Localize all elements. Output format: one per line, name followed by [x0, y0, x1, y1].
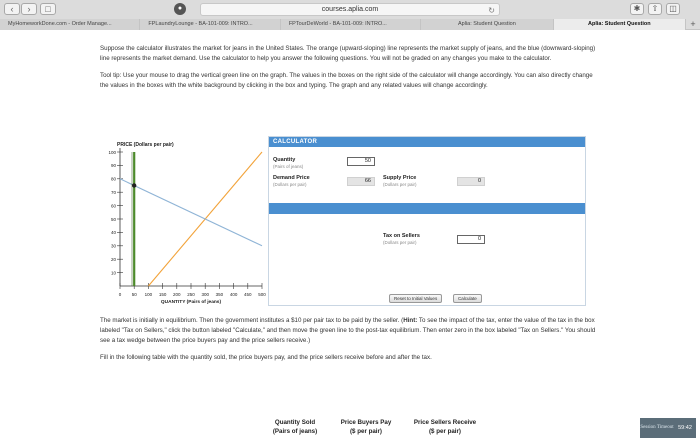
intersection-marker: [132, 183, 136, 187]
tabs-overview-icon[interactable]: ◫: [666, 3, 680, 15]
x-tick-label: 500: [258, 292, 266, 297]
reload-icon[interactable]: ↻: [488, 6, 495, 15]
tab-4-active[interactable]: Aplia: Student Question: [554, 19, 686, 30]
reset-button[interactable]: Reset to Initial Values: [389, 294, 442, 303]
share-icon[interactable]: ⇧: [648, 3, 662, 15]
table-header-buyers-line1: Price Buyers Pay: [340, 419, 392, 426]
y-tick-label: 40: [110, 230, 116, 236]
tab-bar: [0, 19, 700, 30]
table-header-quantity-line1: Quantity Sold: [274, 419, 316, 426]
x-tick-label: 450: [244, 292, 252, 297]
quantity-sub: (Pairs of jeans): [273, 163, 304, 169]
y-tick-label: 70: [110, 190, 116, 195]
intro-paragraph: Suppose the calculator illustrates the market for jeans in the United States. The orange (upward-sloping) line represents the market supply of jeans, and the blue (downward-sloping) line represents the market demand. Use the calculator to help you answer the following questions. You will not be graded on any changes you make to the calculator.: [100, 45, 596, 62]
table-header-quantity-line2: (Pairs of jeans): [272, 428, 318, 435]
demand-price-label: Demand Price: [273, 175, 310, 181]
x-tick-label: 100: [144, 292, 153, 297]
x-tick-label: 0: [118, 292, 122, 297]
y-tick-label: 60: [110, 203, 116, 209]
demand-price-value: 66: [347, 177, 375, 186]
tab-1[interactable]: FPLaundryLounge - BA-101-009: INTRO...: [140, 19, 280, 30]
tooltip-paragraph: Tool tip: Use your mouse to drag the vertical green line on the graph. The values in the boxes on the right side of the calculator will change accordingly. You can also directly change the values in the boxes with the white background by clicking in the box and typing. The graph and any related values will change accordingly.: [100, 72, 593, 89]
table-header-buyers-line2: ($ per pair): [350, 428, 382, 435]
x-tick-label: 150: [158, 292, 167, 297]
url-text: courses.aplia.com: [321, 6, 379, 13]
tax-question-end: To see the impact of the tax, enter the value of the tax in the box labeled "Tax on Sellers," click the button labeled "Calculate," and then move the green line to the post-tax equilibrium. Then enter zero in the box labeled "Tax on Sellers." You should see a tax wedge between the price buyers pay and the price sellers receive.): [100, 317, 596, 344]
forward-button[interactable]: ›: [21, 3, 37, 15]
sidebar-icon[interactable]: □: [40, 3, 56, 15]
supply-price-value: 0: [457, 177, 485, 186]
y-tick-label: 20: [110, 257, 116, 262]
x-tick-label: 350: [215, 292, 224, 297]
calculator-divider-band: [269, 203, 585, 214]
y-tick-label: 50: [110, 216, 116, 222]
table-header-quantity: [262, 418, 328, 436]
table-header-sellers-line2: ($ per pair): [429, 428, 461, 435]
y-tick-label: 80: [110, 176, 116, 182]
y-tick-label: 100: [108, 149, 116, 155]
market-calculator: [100, 136, 595, 306]
x-tick-label: 300: [201, 292, 209, 297]
tax-on-sellers-input[interactable]: 0: [457, 235, 485, 244]
table-instruction-paragraph: Fill in the following table with the quantity sold, the price buyers pay, and the price sellers receive before and after the tax.: [100, 354, 432, 361]
tab-3[interactable]: Aplia: Student Question: [421, 19, 553, 30]
table-header-sellers-line1: Price Sellers Receive: [413, 419, 477, 426]
new-tab-button[interactable]: +: [690, 19, 696, 29]
session-timeout-label: Session Timeout: [640, 425, 674, 430]
hint-label: Hint:: [403, 317, 418, 324]
tax-on-sellers-label: Tax on Sellers: [383, 233, 420, 239]
session-timeout-time: 59:42: [678, 424, 692, 431]
calculate-button[interactable]: Calculate: [453, 294, 482, 303]
x-tick-label: 50: [131, 292, 137, 297]
site-favicon-icon: ●: [174, 3, 186, 15]
x-axis-label: QUANTITY (Pairs of jeans): [160, 300, 222, 305]
address-bar[interactable]: [200, 3, 500, 16]
back-button[interactable]: ‹: [4, 3, 20, 15]
instructions: [100, 44, 600, 98]
shield-icon[interactable]: ✱: [630, 3, 644, 15]
quantity-label-group: [273, 157, 303, 170]
table-header-buyers-price: [332, 418, 400, 436]
calculator-panel: [268, 136, 586, 306]
supply-price-label: Supply Price: [383, 175, 417, 181]
supply-demand-graph[interactable]: [100, 136, 268, 306]
demand-price-label-group: [273, 175, 310, 188]
supply-price-label-group: [383, 175, 417, 188]
demand-price-sub: (Dollars per pair): [273, 181, 307, 187]
x-tick-label: 200: [173, 292, 181, 297]
x-tick-label: 250: [187, 292, 195, 297]
y-tick-label: 10: [110, 270, 116, 276]
quantity-input[interactable]: 50: [347, 157, 375, 166]
supply-price-sub: (Dollars per pair): [383, 181, 417, 187]
tab-2[interactable]: FPTourDeWorld - BA-101-009: INTRO...: [281, 19, 421, 30]
tab-0[interactable]: MyHomeworkDone.com - Order Manage...: [0, 19, 140, 30]
question-text: [100, 316, 600, 370]
session-timeout-widget[interactable]: [640, 418, 696, 438]
y-tick-label: 30: [110, 243, 116, 249]
tax-label-group: [383, 233, 420, 246]
tax-question-start: The market is initially in equilibrium. Then the government institutes a $10 per pair tax to be paid by the seller. (: [100, 317, 404, 324]
browser-chrome: [0, 0, 700, 30]
tax-on-sellers-sub: (Dollars per pair): [383, 239, 417, 245]
y-tick-label: 90: [110, 163, 116, 169]
table-header-sellers-price: [404, 418, 486, 436]
tax-question-paragraph: [100, 316, 600, 346]
x-tick-label: 400: [229, 292, 238, 297]
calculator-title: CALCULATOR: [269, 137, 585, 147]
y-axis-label: PRICE (Dollars per pair): [117, 142, 174, 148]
quantity-label: Quantity: [273, 157, 296, 163]
